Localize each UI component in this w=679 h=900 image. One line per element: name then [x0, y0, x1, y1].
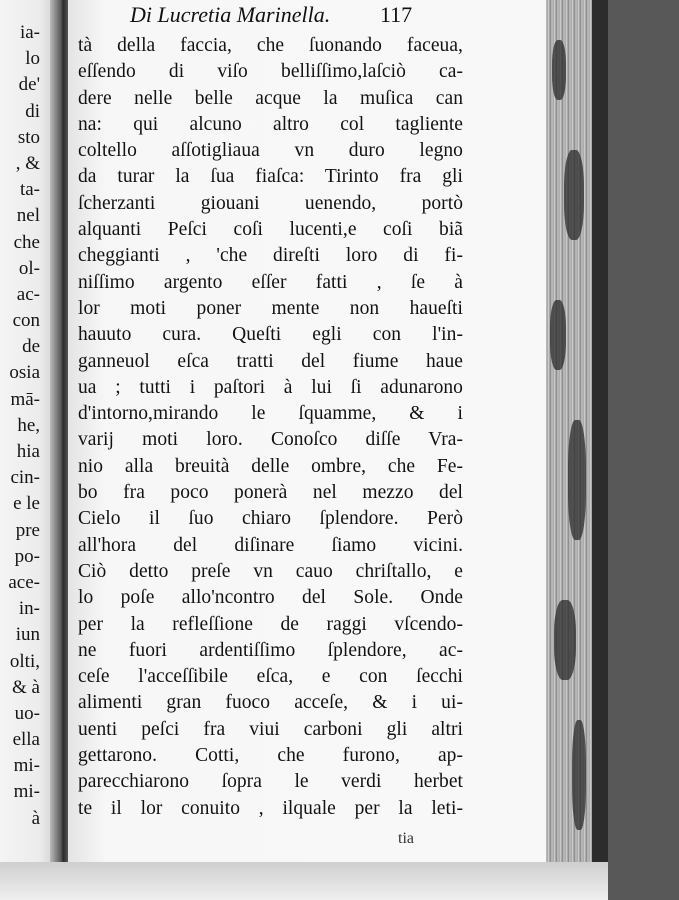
text-line: ganneuol eſca tratti del fiume haue: [78, 350, 463, 372]
text-line: te il lor conuito , ilquale per la leti-: [78, 797, 463, 819]
left-page-text: [2, 20, 57, 832]
left-line: olti,: [9, 650, 40, 672]
left-line: ella: [12, 729, 40, 751]
left-line: pre: [15, 519, 40, 541]
page-bottom-edge: [0, 862, 608, 900]
left-line: ace-: [8, 571, 40, 593]
edge-stain: [568, 420, 586, 540]
text-line: cheggianti , 'che direſti loro di fi-: [78, 245, 463, 267]
text-line: hauuto cura. Queſti egli con l'in-: [78, 324, 463, 346]
text-line: Ciò detto preſe vn cauo chriſtallo, e: [78, 560, 463, 582]
left-line: lo: [25, 48, 40, 70]
left-line: ac-: [16, 283, 40, 305]
text-line: da turar la ſua fiaſca: Tirinto fra gli: [78, 166, 463, 188]
left-line: , &: [15, 152, 40, 174]
book-cover-edge: [592, 0, 608, 872]
text-line: ua ; tutti i paſtori à lui ſi adunarono: [78, 376, 463, 398]
text-line: nio alla breuità delle ombre, che Fe-: [78, 455, 463, 477]
text-line: eſſendo di viſo belliſſimo,laſciò ca-: [78, 61, 463, 83]
text-line: lo poſe allo'ncontro del Sole. Onde: [78, 587, 463, 609]
left-line: & à: [12, 676, 40, 698]
text-line: alimenti gran fuoco acceſe, & i ui-: [78, 692, 463, 714]
left-line: in-: [18, 598, 40, 620]
text-line: ne fuori ardentiſſimo ſplendore, ac-: [78, 639, 463, 661]
left-line: hia: [16, 441, 40, 462]
left-line: à: [31, 807, 40, 829]
text-line: parecchiarono ſopra le verdi herbet: [78, 771, 463, 793]
body-text: [78, 33, 463, 822]
left-line: con: [12, 310, 40, 332]
left-line: di: [25, 100, 40, 122]
text-line: tà della faccia, che ſuonando faceua,: [78, 35, 463, 56]
left-line: mi-: [13, 755, 40, 777]
left-line: uo-: [14, 702, 40, 724]
left-page: [0, 0, 57, 900]
text-line: d'intorno,mirando le ſquamme, & i: [78, 403, 463, 425]
text-line: varij moti loro. Conoſco diſſe Vra-: [78, 429, 463, 451]
text-line: gettarono. Cotti, che furono, ap-: [78, 745, 463, 767]
text-line: lor moti poner mente non haueſti: [78, 297, 463, 319]
page-fore-edge: [546, 0, 592, 862]
page-header: [130, 0, 450, 32]
left-line: ol-: [18, 257, 40, 279]
left-line: che: [13, 231, 40, 253]
left-line: iun: [15, 624, 40, 646]
page-number: 117: [380, 2, 413, 27]
text-line: na: qui alcuno altro col tagliente: [78, 113, 463, 135]
text-line: all'hora del diſinare ſiamo vicini.: [78, 534, 463, 556]
left-line: ia-: [19, 22, 40, 43]
text-line: uenti peſci fra viui carboni gli altri: [78, 718, 463, 740]
edge-stain: [572, 720, 586, 830]
left-line: e le: [13, 493, 40, 515]
left-line: de': [18, 74, 40, 96]
edge-stain: [564, 150, 584, 240]
left-line: nel: [16, 205, 40, 227]
text-line: bo fra poco ponerà nel mezzo del: [78, 482, 463, 504]
catchword: tia: [398, 830, 414, 847]
left-line: cin-: [10, 467, 40, 489]
edge-stain: [552, 40, 566, 100]
text-line: alquanti Peſci coſi lucenti,e coſi biã: [78, 219, 463, 241]
background: [608, 0, 679, 900]
edge-stain: [554, 600, 576, 680]
left-line: mi-: [13, 781, 40, 803]
text-line: per la refleſſione de raggi vſcendo-: [78, 613, 463, 635]
text-line: Cielo il ſuo chiaro ſplendore. Però: [78, 508, 463, 530]
left-line: de: [22, 336, 40, 358]
left-line: sto: [17, 126, 40, 148]
left-line: ta-: [19, 179, 40, 201]
text-line: ceſe l'acceſſibile eſca, e con ſecchi: [78, 666, 463, 688]
left-line: osia: [9, 362, 40, 384]
left-line: he,: [17, 414, 40, 436]
text-line: dere nelle belle acque la muſica can: [78, 87, 463, 109]
text-line: coltello aſſotigliaua vn duro legno: [78, 140, 463, 162]
edge-stain: [550, 300, 566, 370]
text-line: niſſimo argento eſſer fatti , ſe à: [78, 271, 463, 293]
left-line: po-: [14, 545, 40, 567]
text-line: ſcherzanti giouani uenendo, portò: [78, 192, 463, 214]
running-head: Di Lucretia Marinella.: [130, 2, 331, 27]
left-line: mā-: [10, 388, 40, 410]
